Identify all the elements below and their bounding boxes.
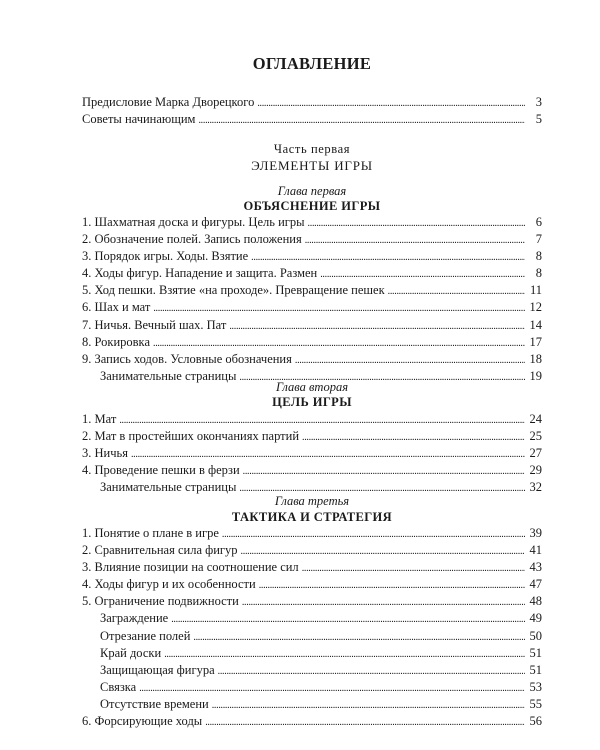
entry-page: 41 xyxy=(529,543,542,558)
entry-text: 6. Шах и мат xyxy=(82,300,151,315)
toc-entry[interactable] xyxy=(82,445,542,462)
entry-text: 8. Рокировка xyxy=(82,334,150,349)
chapter-3-entries xyxy=(82,525,542,730)
entry-text: 6. Форсирующие ходы xyxy=(82,714,203,729)
entry-page: 48 xyxy=(529,594,542,609)
toc-entry[interactable] xyxy=(82,662,542,679)
toc-entry[interactable] xyxy=(82,628,542,645)
entry-text: Защищающая фигура xyxy=(100,662,215,677)
entry-text: 4. Ходы фигур и их особенности xyxy=(82,577,256,592)
chapter-2-entries xyxy=(82,411,542,496)
entry-page: 12 xyxy=(529,300,542,315)
toc-entry[interactable] xyxy=(82,679,542,696)
toc-entry[interactable] xyxy=(82,265,542,282)
entry-page: 55 xyxy=(529,696,542,711)
entry-text: Связка xyxy=(100,679,137,694)
entry-page: 50 xyxy=(529,628,542,643)
toc-entry[interactable] xyxy=(82,111,542,128)
entry-text: Советы начинающим xyxy=(82,112,196,127)
chapter-title: ТАКТИКА И СТРАТЕГИЯ xyxy=(231,510,393,524)
leader-dots xyxy=(205,713,525,731)
toc-entry[interactable] xyxy=(82,610,542,627)
entry-text: 1. Мат xyxy=(82,412,117,426)
entry-page: 11 xyxy=(529,283,542,298)
leader-dots xyxy=(241,542,525,560)
toc-entry[interactable] xyxy=(82,317,542,334)
entry-page: 56 xyxy=(529,714,542,729)
toc-entry[interactable] xyxy=(82,645,542,662)
leader-dots xyxy=(302,559,525,577)
leader-dots xyxy=(212,696,525,714)
leader-dots xyxy=(222,525,525,543)
leader-dots xyxy=(388,282,525,300)
toc-entry[interactable] xyxy=(82,351,542,368)
leader-dots xyxy=(198,111,525,129)
chapter-title: ЦЕЛЬ ИГРЫ xyxy=(272,395,352,409)
toc-entry[interactable] xyxy=(82,525,542,542)
leader-dots xyxy=(119,411,525,429)
entry-page: 51 xyxy=(529,645,542,660)
leader-dots xyxy=(251,248,525,266)
entry-page: 43 xyxy=(529,560,542,575)
toc-entry[interactable] xyxy=(82,214,542,231)
entry-text: 3. Порядок игры. Ходы. Взятие xyxy=(82,249,249,264)
leader-dots xyxy=(242,593,525,611)
chapter-label: Глава вторая xyxy=(275,380,349,394)
entry-text: 7. Ничья. Вечный шах. Пат xyxy=(82,317,227,332)
entry-page: 47 xyxy=(529,577,542,592)
toc-entry[interactable] xyxy=(82,231,542,248)
entry-page: 29 xyxy=(529,463,542,478)
leader-dots xyxy=(139,679,525,697)
chapter-label: Глава первая xyxy=(277,184,347,198)
entry-page: 27 xyxy=(529,446,542,461)
toc-entry[interactable] xyxy=(82,559,542,576)
entry-text: 1. Понятие о плане в игре xyxy=(82,526,219,540)
entry-text: 4. Проведение пешки в ферзи xyxy=(82,463,240,478)
toc-title: ОГЛАВЛЕНИЕ xyxy=(252,54,372,73)
entry-text: 3. Ничья xyxy=(82,446,128,461)
entry-page: 24 xyxy=(529,412,542,426)
entry-page: 17 xyxy=(529,334,542,349)
entry-page: 18 xyxy=(529,351,542,366)
toc-entry[interactable] xyxy=(82,593,542,610)
entry-page: 8 xyxy=(535,266,542,281)
toc-entry[interactable] xyxy=(82,576,542,593)
toc-entry[interactable] xyxy=(82,696,542,713)
entry-page: 39 xyxy=(529,526,542,540)
leader-dots xyxy=(153,334,525,352)
entry-page: 53 xyxy=(529,679,542,694)
leader-dots xyxy=(229,317,525,335)
entry-text: 5. Ограничение подвижности xyxy=(82,594,239,609)
leader-dots xyxy=(131,445,525,463)
leader-dots xyxy=(257,94,525,112)
leader-dots xyxy=(305,231,525,249)
toc-entry[interactable] xyxy=(82,299,542,316)
entry-text: 3. Влияние позиции на соотношение сил xyxy=(82,560,299,575)
toc-entry[interactable] xyxy=(82,713,542,730)
leader-dots xyxy=(259,576,525,594)
entry-text: 5. Ход пешки. Взятие «на проходе». Превращение пешек xyxy=(82,283,385,298)
entry-page: 6 xyxy=(535,215,542,229)
entry-text: Занимательные страницы xyxy=(100,368,237,383)
toc-entry[interactable] xyxy=(82,282,542,299)
entry-page: 32 xyxy=(529,480,542,495)
entry-text: 2. Сравнительная сила фигур xyxy=(82,543,238,558)
chapter-title: ОБЪЯСНЕНИЕ ИГРЫ xyxy=(243,199,381,213)
entry-text: 2. Обозначение полей. Запись положения xyxy=(82,232,302,247)
toc-entry[interactable] xyxy=(82,462,542,479)
leader-dots xyxy=(320,265,525,283)
toc-entry[interactable] xyxy=(82,411,542,428)
entry-page: 51 xyxy=(529,662,542,677)
entry-text: 1. Шахматная доска и фигуры. Цель игры xyxy=(82,215,305,229)
leader-dots xyxy=(218,662,525,680)
leader-dots xyxy=(164,645,525,663)
entry-page: 7 xyxy=(535,232,542,247)
entry-page: 49 xyxy=(529,611,542,626)
entry-text: Отрезание полей xyxy=(100,628,191,643)
toc-entry[interactable] xyxy=(82,428,542,445)
leader-dots xyxy=(302,428,525,446)
part-title: ЭЛЕМЕНТЫ ИГРЫ xyxy=(251,158,373,173)
toc-entry[interactable] xyxy=(82,334,542,351)
entry-text: Отсутствие времени xyxy=(100,696,209,711)
leader-dots xyxy=(171,610,525,628)
entry-text: Заграждение xyxy=(100,611,169,626)
toc-entry[interactable] xyxy=(82,248,542,265)
entry-page: 14 xyxy=(529,317,542,332)
entry-text: 4. Ходы фигур. Нападение и защита. Размен xyxy=(82,266,318,281)
toc-entry[interactable] xyxy=(82,94,542,111)
leader-dots xyxy=(243,462,525,480)
entry-text: Занимательные страницы xyxy=(100,480,237,495)
entry-page: 3 xyxy=(535,95,542,109)
leader-dots xyxy=(295,351,525,369)
entry-text: 2. Мат в простейших окончаниях партий xyxy=(82,429,300,444)
entry-page: 19 xyxy=(529,368,542,383)
leader-dots xyxy=(153,299,525,317)
entry-text: 9. Запись ходов. Условные обозначения xyxy=(82,351,292,366)
toc-entry[interactable] xyxy=(82,542,542,559)
leader-dots xyxy=(308,214,525,232)
front-matter-list xyxy=(82,94,542,128)
entry-page: 8 xyxy=(535,249,542,264)
entry-text: Край доски xyxy=(100,645,162,660)
entry-text: Предисловие Марка Дворецкого xyxy=(82,95,255,109)
entry-page: 5 xyxy=(535,112,542,127)
entry-page: 25 xyxy=(529,429,542,444)
chapter-label: Глава третья xyxy=(274,494,350,508)
chapter-1-entries xyxy=(82,214,542,385)
part-label: Часть первая xyxy=(273,142,351,156)
leader-dots xyxy=(193,628,525,646)
